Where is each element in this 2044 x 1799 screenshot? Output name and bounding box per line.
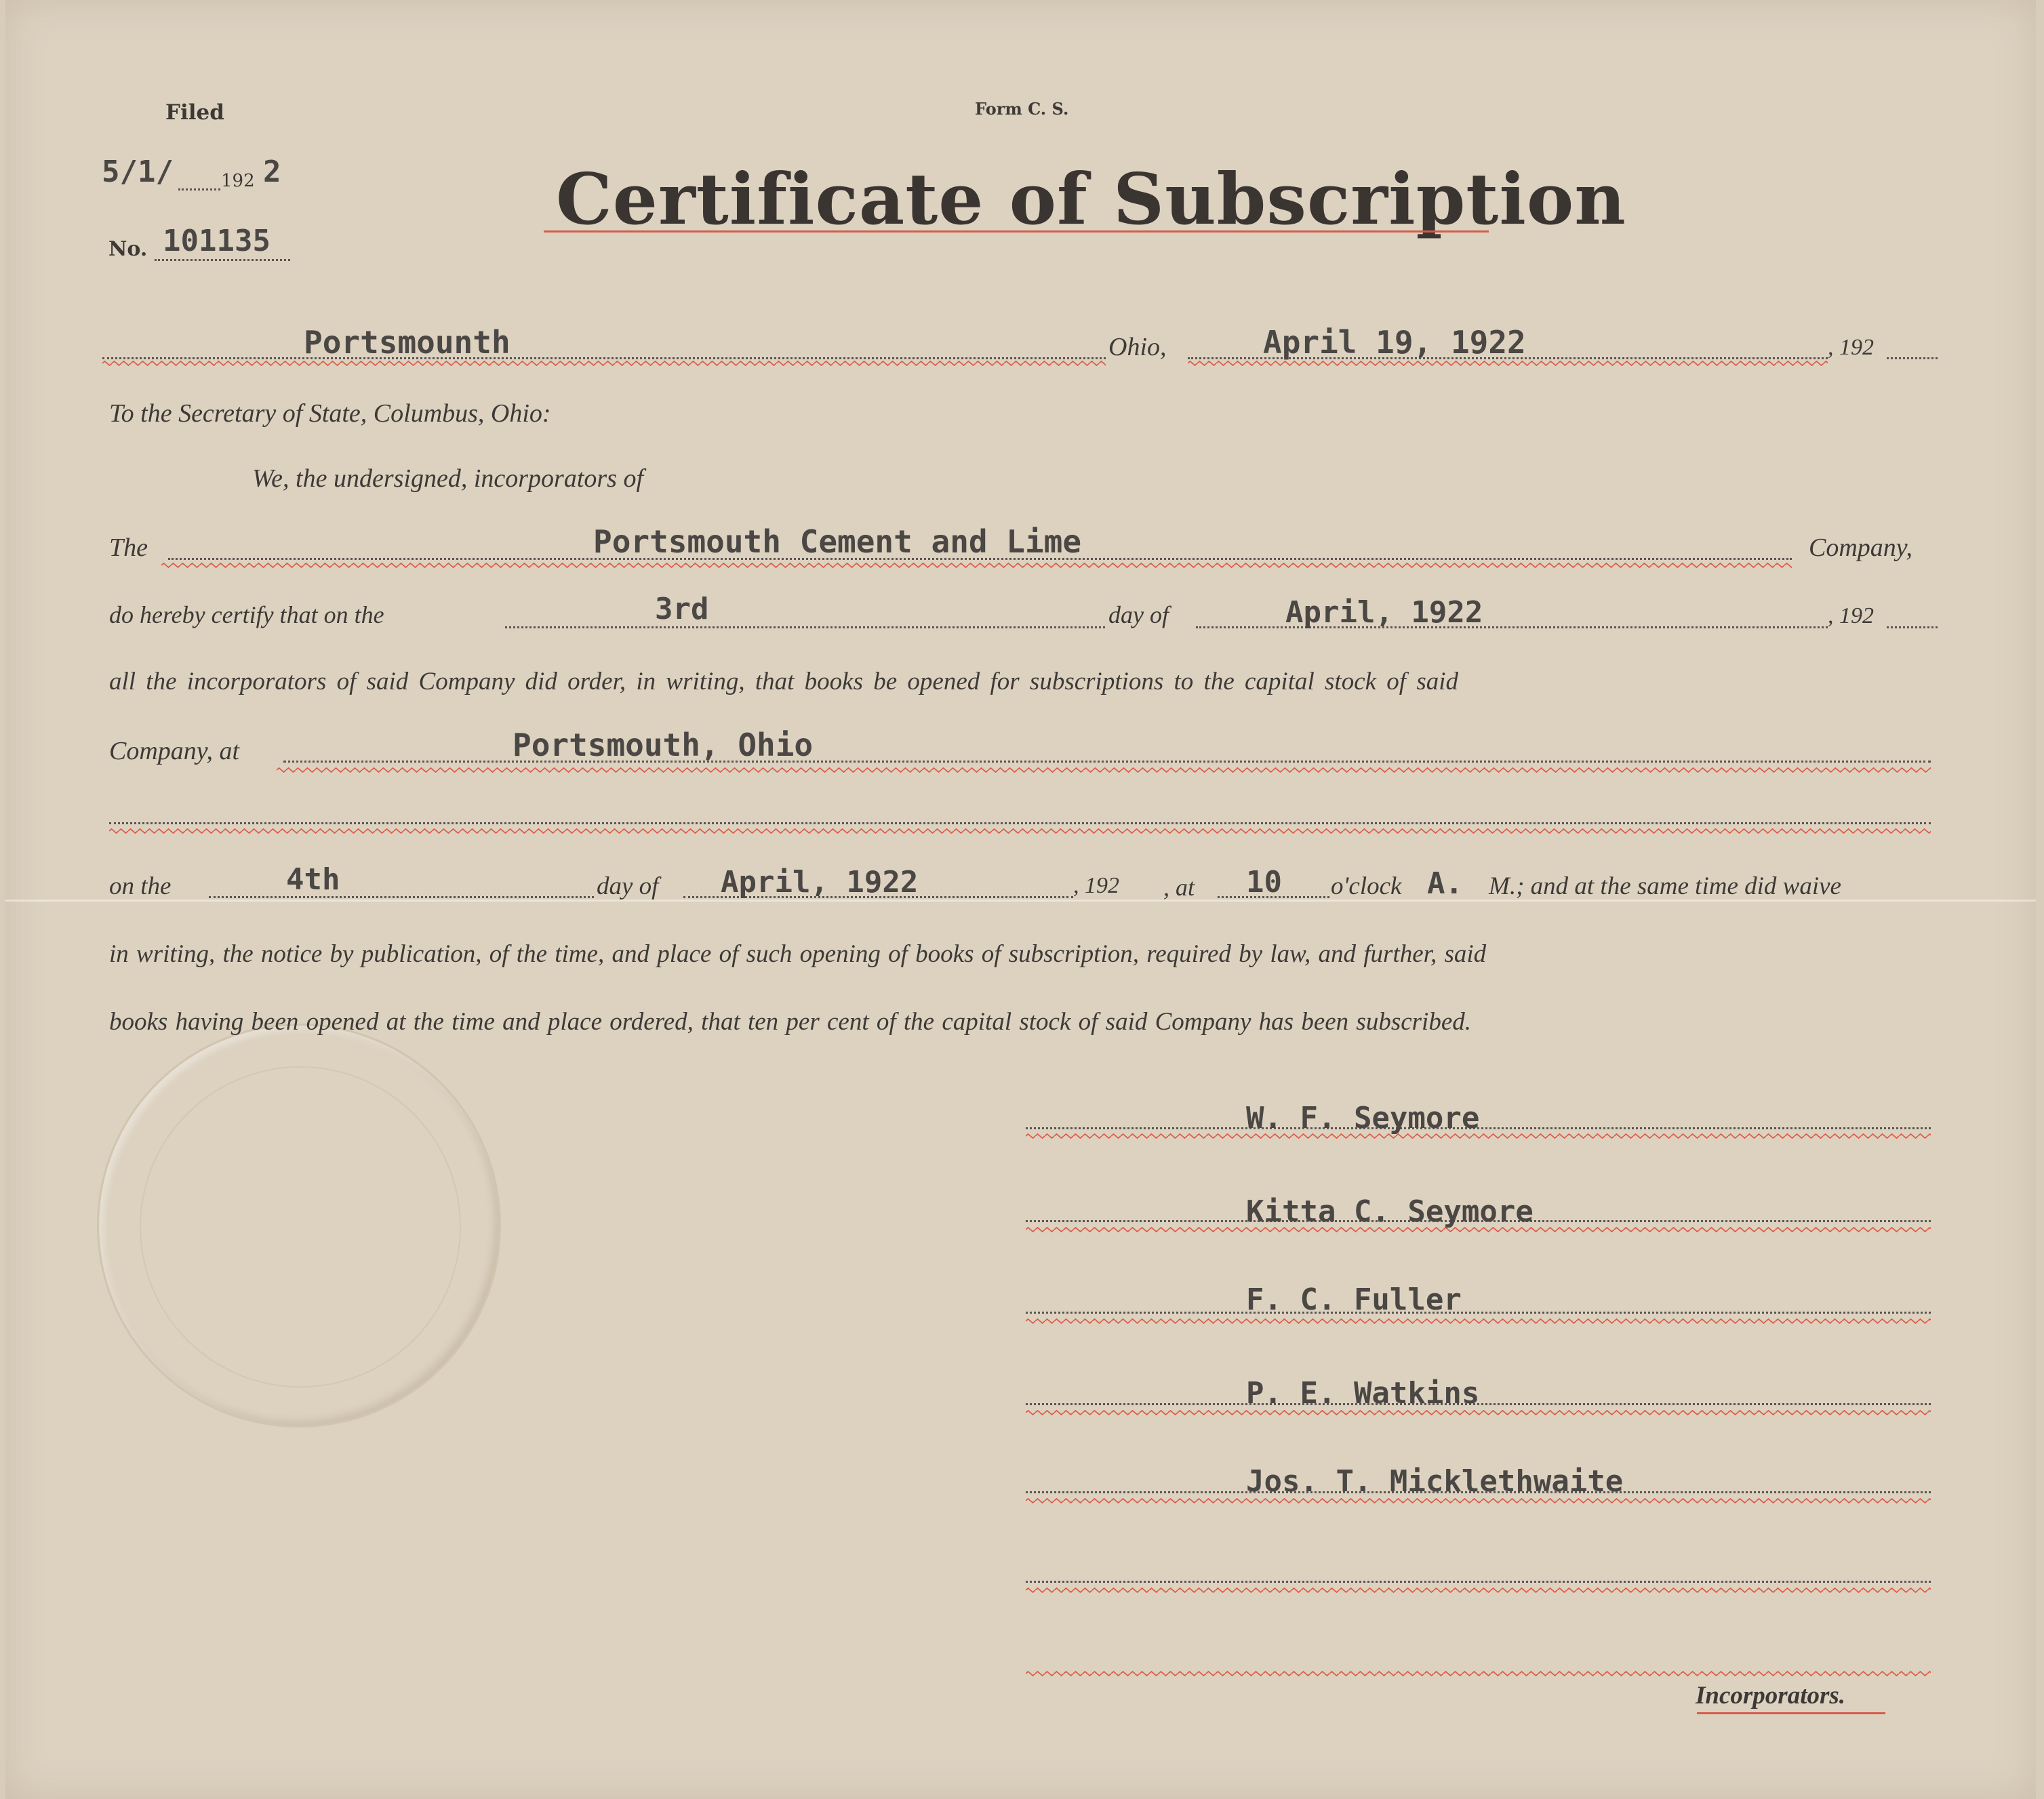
city-value: Portsmounth bbox=[304, 324, 510, 361]
incorporator-3: F. C. Fuller bbox=[1246, 1282, 1462, 1317]
location-prefix: Company, at bbox=[109, 737, 240, 765]
body-text-1: in writing, the notice by publication, of the time, and place of such opening of books of subscription, required by law, and further, said bbox=[109, 940, 1487, 968]
incorporators-underline bbox=[1697, 1712, 1885, 1714]
city-wavy-rule bbox=[102, 361, 1106, 366]
opening-oclock-label: o'clock bbox=[1331, 872, 1402, 900]
addressee: To the Secretary of State, Columbus, Ohio: bbox=[109, 399, 551, 428]
opening-day-of-label: day of bbox=[597, 872, 659, 900]
opening-at-label: , at bbox=[1163, 874, 1195, 901]
place-year-rule bbox=[1887, 357, 1938, 359]
location-wavy-rule bbox=[277, 767, 1931, 773]
signature-wavy-rule-3 bbox=[1026, 1318, 1931, 1324]
form-label: Form C. S. bbox=[975, 99, 1069, 119]
number-label: No. bbox=[108, 237, 148, 261]
incorporator-1: W. F. Seymore bbox=[1246, 1101, 1480, 1135]
filed-label: Filed bbox=[165, 100, 224, 125]
incorporator-2: Kitta C. Seymore bbox=[1246, 1194, 1534, 1229]
opening-prefix: on the bbox=[109, 872, 172, 900]
signature-wavy-rule-5 bbox=[1026, 1498, 1931, 1503]
number-rule bbox=[155, 259, 290, 261]
certify-day-of-label: day of bbox=[1108, 601, 1169, 628]
opening-month-value: April, 1922 bbox=[721, 865, 919, 900]
signature-wavy-rule-7 bbox=[1026, 1671, 1931, 1676]
certify-year-rule bbox=[1887, 626, 1938, 628]
incorporator-5: Jos. T. Micklethwaite bbox=[1246, 1464, 1624, 1499]
signature-wavy-rule-6 bbox=[1026, 1588, 1931, 1593]
opening-m-label: M.; and at the same time did waive bbox=[1489, 872, 1841, 900]
company-name-value: Portsmouth Cement and Lime bbox=[593, 523, 1082, 560]
location-value: Portsmouth, Ohio bbox=[513, 727, 814, 763]
filed-year-digit: 2 bbox=[263, 155, 281, 189]
blank-location-rule bbox=[109, 822, 1931, 824]
certificate-title: Certificate of Subscription bbox=[556, 157, 1626, 241]
company-prefix: The bbox=[109, 533, 148, 562]
opening-ampm-value: A. bbox=[1427, 866, 1463, 901]
body-text-2: books having been opened at the time and place ordered, that ten per cent of the capital stock of said Company has been subscribed. bbox=[109, 1008, 1471, 1036]
company-wavy-rule bbox=[161, 563, 1792, 568]
embossed-seal bbox=[97, 1024, 501, 1428]
certify-month-value: April, 1922 bbox=[1285, 595, 1483, 630]
place-year-label: , 192 bbox=[1828, 335, 1874, 360]
opening-hour-value: 10 bbox=[1246, 865, 1282, 900]
place-date-wavy-rule bbox=[1188, 361, 1828, 366]
certify-day-value: 3rd bbox=[655, 592, 709, 626]
opening-day-rule bbox=[209, 896, 594, 898]
incorporator-4: P. E. Watkins bbox=[1246, 1376, 1480, 1411]
certify-year-label: , 192 bbox=[1828, 603, 1874, 628]
blank-location-wavy-rule bbox=[109, 828, 1931, 834]
signature-rule-6 bbox=[1026, 1581, 1931, 1583]
ohio-label: Ohio, bbox=[1108, 333, 1167, 361]
signature-wavy-rule-4 bbox=[1026, 1410, 1931, 1415]
order-text: all the incorporators of said Company did order, in writing, that books be opened for subscriptions to the capital stock of said bbox=[109, 668, 1459, 695]
title-underline bbox=[544, 230, 1489, 233]
certify-day-rule bbox=[505, 626, 1105, 628]
city-rule bbox=[102, 357, 1106, 359]
place-date-value: April 19, 1922 bbox=[1263, 324, 1526, 361]
signature-rule-3 bbox=[1026, 1312, 1931, 1314]
filed-date-rule bbox=[178, 188, 220, 190]
intro-text: We, the undersigned, incorporators of bbox=[252, 464, 644, 493]
filed-year-prefix: 192 bbox=[221, 171, 255, 191]
opening-day-value: 4th bbox=[286, 862, 340, 897]
certificate-number: 101135 bbox=[163, 224, 270, 258]
company-suffix: Company, bbox=[1809, 533, 1913, 562]
opening-year-label: , 192 bbox=[1073, 873, 1119, 898]
incorporators-label: Incorporators. bbox=[1696, 1682, 1846, 1710]
filed-date: 5/1/ bbox=[102, 155, 174, 189]
certify-prefix: do hereby certify that on the bbox=[109, 601, 384, 628]
certificate-page bbox=[5, 0, 2036, 1799]
embossed-seal-inner-ring bbox=[140, 1066, 461, 1388]
